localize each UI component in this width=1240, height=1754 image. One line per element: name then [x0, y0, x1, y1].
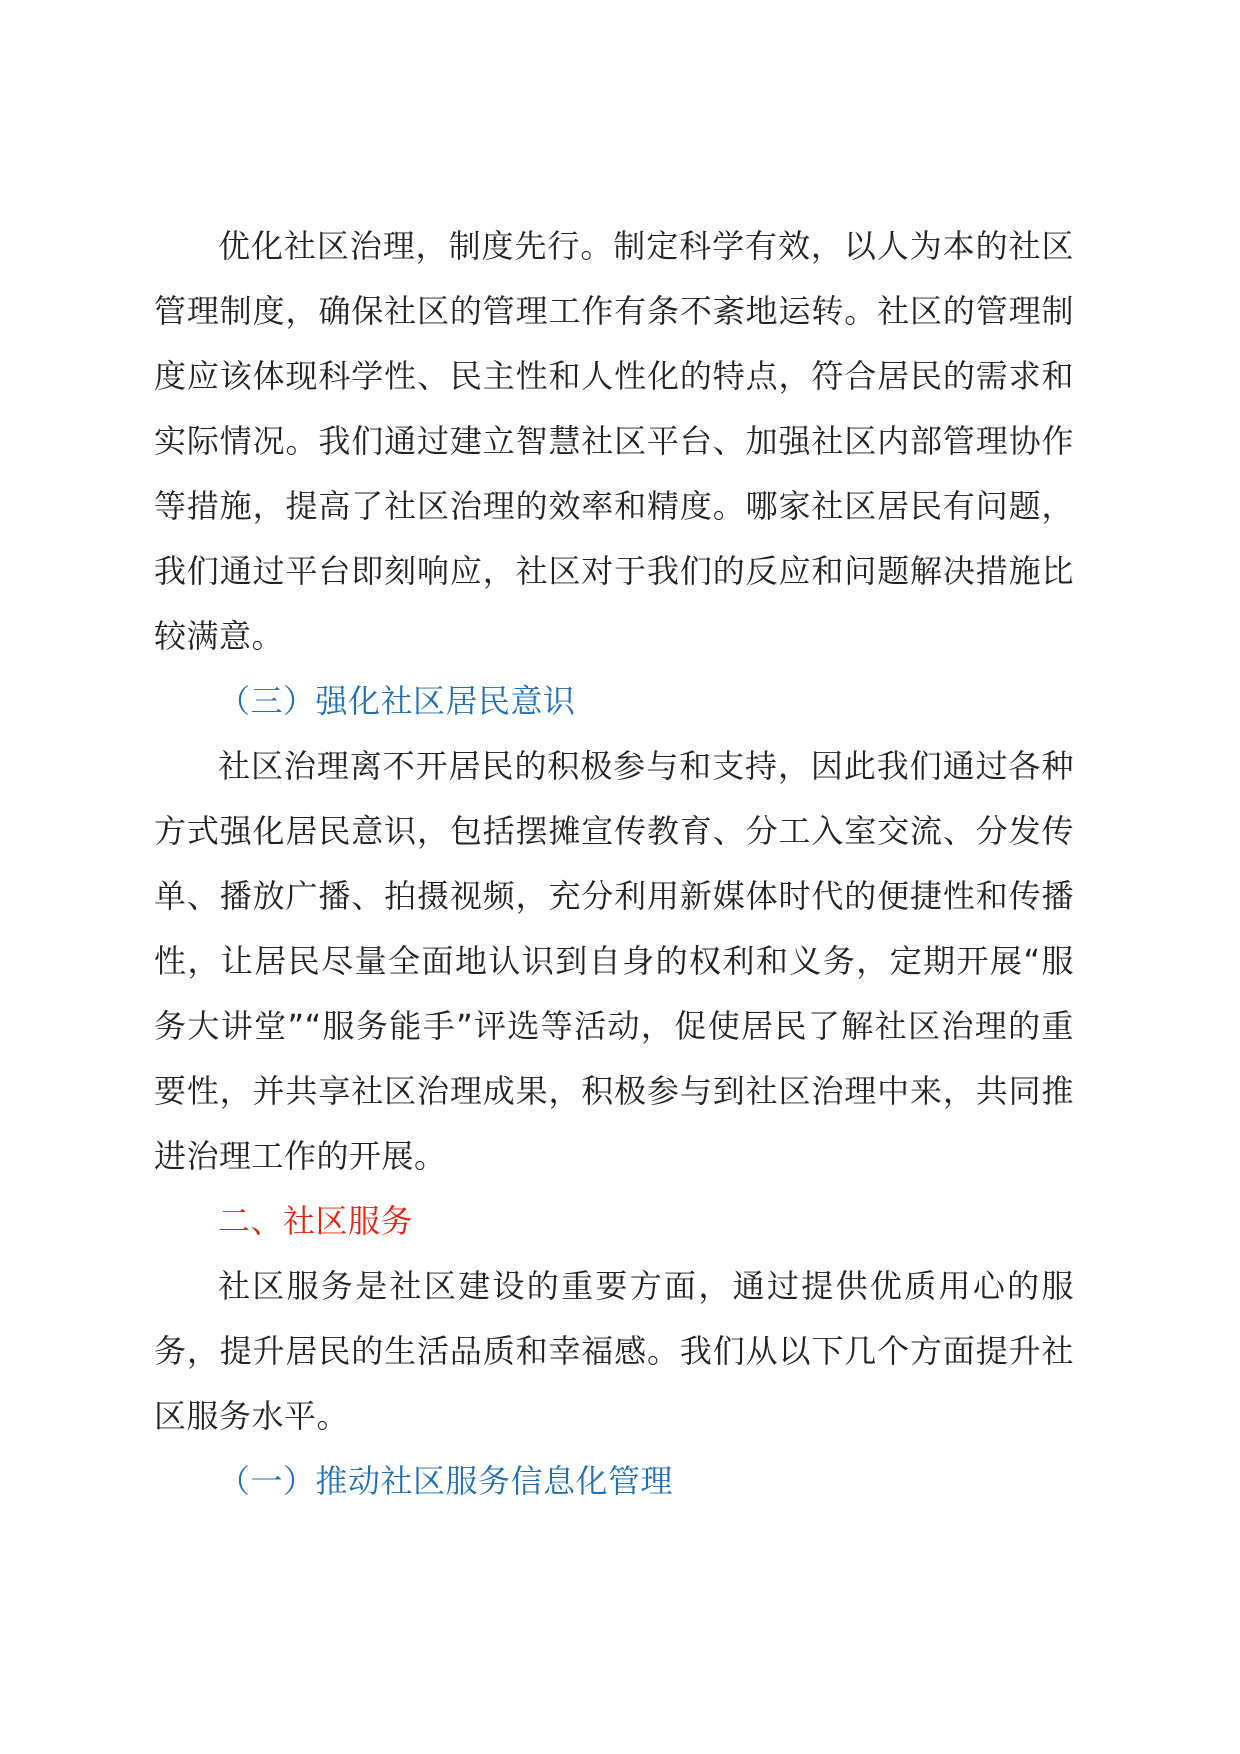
section-heading-community-service: 二、社区服务 [218, 1202, 414, 1240]
paragraph-community-service: 社区服务是社区建设的重要方面，通过提供优质用心的服务，提升居民的生活品质和幸福感。我们从以下几个方面提升社区服务水平。 [154, 1267, 1074, 1435]
subheading-service-informatization: （一）推动社区服务信息化管理 [218, 1462, 674, 1500]
paragraph-governance-system: 优化社区治理，制度先行。制定科学有效，以人为本的社区管理制度，确保社区的管理工作有条不紊地运转。社区的管理制度应该体现科学性、民主性和人性化的特点，符合居民的需求和实际情况。我们通过建立智慧社区平台、加强社区内部管理协作等措施，提高了社区治理的效率和精度。哪家社区居民有问题，我们通过平台即刻响应，社区对于我们的反应和问题解决措施比较满意。 [154, 227, 1074, 655]
subheading-resident-awareness: （三）强化社区居民意识 [218, 682, 576, 720]
paragraph-resident-awareness: 社区治理离不开居民的积极参与和支持，因此我们通过各种方式强化居民意识，包括摆摊宣传教育、分工入室交流、分发传单、播放广播、拍摄视频，充分利用新媒体时代的便捷性和传播性，让居民尽量全面地认识到自身的权利和义务，定期开展“服务大讲堂”“服务能手”评选等活动，促使居民了解社区治理的重要性，并共享社区治理成果，积极参与到社区治理中来，共同推进治理工作的开展。 [154, 747, 1074, 1175]
document-body [154, 214, 1074, 1514]
